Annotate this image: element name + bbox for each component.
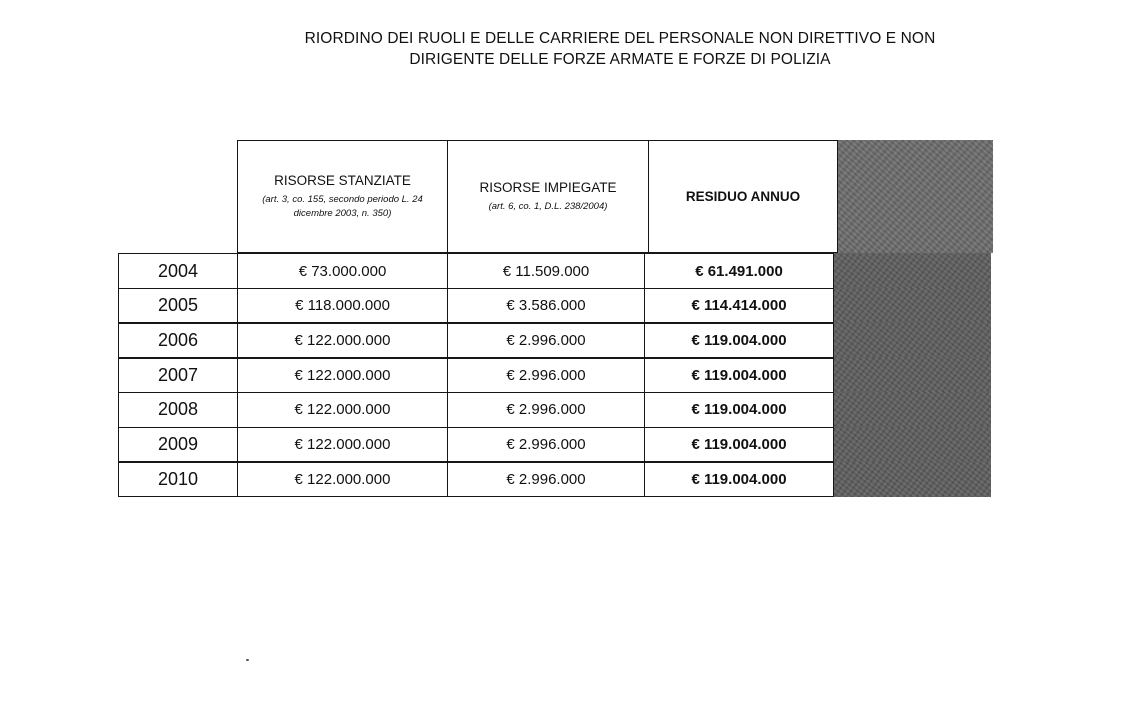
impiegate-cell	[447, 427, 645, 463]
residuo-cell	[644, 322, 834, 358]
stanziate-cell	[237, 253, 448, 289]
stanziate-cell	[237, 461, 448, 497]
header-risorse-impiegate	[447, 140, 649, 253]
impiegate-cell	[447, 288, 645, 324]
title-line-2: DIRIGENTE DELLE FORZE ARMATE E FORZE DI POLIZIA	[409, 51, 831, 68]
redacted-cell	[834, 288, 991, 324]
impiegate-cell-text: € 2.996.000	[506, 366, 586, 384]
impiegate-cell-text: € 2.996.000	[506, 436, 586, 454]
stanziate-cell-text: € 122.000.000	[294, 401, 391, 419]
impiegate-cell	[447, 357, 645, 393]
residuo-cell-text: € 119.004.000	[691, 470, 787, 488]
scan-speck	[246, 659, 249, 661]
impiegate-cell	[447, 461, 645, 497]
stanziate-cell	[237, 392, 448, 428]
year-cell	[118, 427, 238, 463]
redacted-cell	[834, 357, 991, 393]
year-cell-text: 2010	[157, 468, 199, 489]
stanziate-cell-text: € 122.000.000	[294, 436, 391, 454]
year-cell	[118, 322, 238, 358]
stanziate-cell	[237, 322, 448, 358]
stanziate-cell	[237, 357, 448, 393]
residuo-cell-text: € 119.004.000	[691, 436, 787, 454]
year-cell	[118, 461, 238, 497]
stanziate-cell-text: € 73.000.000	[298, 262, 387, 280]
residuo-cell-text: € 119.004.000	[691, 401, 787, 419]
header-risorse-stanziate	[237, 140, 448, 253]
residuo-cell	[644, 461, 834, 497]
impiegate-cell	[447, 322, 645, 358]
residuo-cell-text: € 61.491.000	[695, 262, 783, 280]
redacted-cell	[834, 392, 991, 428]
title-line-1: RIORDINO DEI RUOLI E DELLE CARRIERE DEL PERSONALE NON DIRETTIVO E NON	[304, 30, 936, 47]
residuo-cell	[644, 357, 834, 393]
year-cell-text: 2007	[157, 364, 199, 385]
impiegate-cell-text: € 2.996.000	[506, 470, 586, 488]
residuo-cell-text: € 119.004.000	[691, 366, 787, 384]
residuo-cell	[644, 427, 834, 463]
header-risorse-stanziate-note: (art. 3, co. 155, secondo periodo L. 24 dicembre 2003, n. 350)	[262, 194, 423, 219]
year-cell-text: 2005	[157, 295, 199, 316]
header-risorse-impiegate-label: RISORSE IMPIEGATE	[479, 180, 617, 195]
stanziate-cell-text: € 122.000.000	[294, 366, 391, 384]
header-risorse-stanziate-label: RISORSE STANZIATE	[274, 173, 411, 188]
year-cell-text: 2009	[157, 434, 199, 455]
stanziate-cell-text: € 122.000.000	[294, 470, 391, 488]
residuo-cell	[644, 392, 834, 428]
year-cell-text: 2008	[157, 399, 199, 420]
residuo-cell-text: € 119.004.000	[691, 331, 787, 349]
impiegate-cell-text: € 3.586.000	[506, 297, 586, 315]
header-residuo-annuo-label: RESIDUO ANNUO	[685, 189, 801, 204]
residuo-cell	[644, 288, 834, 324]
stanziate-cell	[237, 427, 448, 463]
impiegate-cell	[447, 253, 645, 289]
year-cell-text: 2006	[157, 329, 199, 350]
stanziate-cell-text: € 118.000.000	[295, 297, 390, 315]
redacted-cell	[834, 427, 991, 463]
impiegate-cell	[447, 392, 645, 428]
header-risorse-impiegate-note: (art. 6, co. 1, D.L. 238/2004)	[488, 201, 608, 212]
year-cell	[118, 288, 238, 324]
year-cell	[118, 253, 238, 289]
year-cell-text: 2004	[157, 260, 199, 281]
header-residuo-annuo	[648, 140, 838, 253]
impiegate-cell-text: € 2.996.000	[506, 401, 586, 419]
redacted-header-cell	[838, 140, 993, 253]
impiegate-cell-text: € 11.509.000	[502, 262, 590, 280]
redacted-cell	[834, 322, 991, 358]
stanziate-cell-text: € 122.000.000	[294, 331, 391, 349]
stanziate-cell	[237, 288, 448, 324]
page-title	[230, 28, 1010, 70]
year-cell	[118, 357, 238, 393]
redacted-cell	[834, 253, 991, 289]
year-cell	[118, 392, 238, 428]
residuo-cell-text: € 114.414.000	[691, 297, 787, 315]
impiegate-cell-text: € 2.996.000	[506, 331, 586, 349]
redacted-cell	[834, 461, 991, 497]
residuo-cell	[644, 253, 834, 289]
